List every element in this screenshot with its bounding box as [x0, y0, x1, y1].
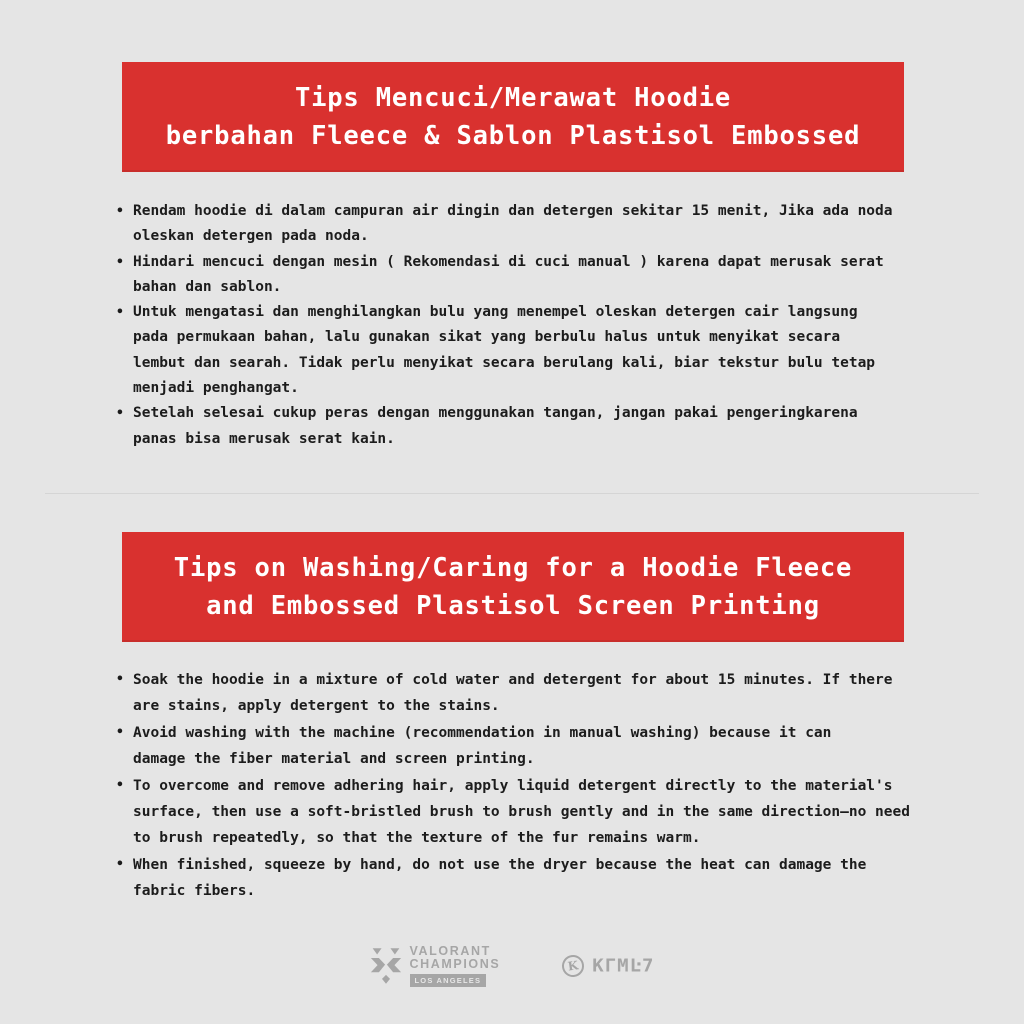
list-item-line: When finished, squeeze by hand, do not use the dryer because the heat can damage the — [133, 856, 867, 873]
section-divider — [45, 493, 979, 494]
bullet-icon: • — [116, 406, 124, 422]
list-item-line: oleskan detergen pada noda. — [133, 228, 369, 245]
list-item-line: to brush repeatedly, so that the texture of the fur remains warm. — [133, 830, 701, 847]
bullet-icon: • — [116, 672, 124, 687]
list-item-line: fabric fibers. — [133, 883, 256, 900]
section-title-line: and Embossed Plastisol Screen Printing — [206, 591, 820, 621]
list-item-line: Setelah selesai cukup peras dengan menggunakan tangan, jangan pakai pengeringkarena — [133, 405, 858, 422]
section-title-line: Tips Mencuci/Merawat Hoodie — [294, 83, 732, 113]
list-item — [116, 773, 926, 852]
valorant-champions-logo — [370, 945, 501, 987]
partner-brand-logo — [562, 955, 654, 977]
list-item-line: To overcome and remove adhering hair, apply liquid detergent directly to the material's — [133, 777, 893, 794]
list-item — [116, 250, 926, 301]
valorant-wordmark-line: CHAMPIONS — [409, 957, 501, 971]
list-item — [116, 401, 926, 452]
bullet-icon: • — [116, 724, 124, 740]
list-item — [116, 199, 926, 250]
list-item — [116, 720, 926, 773]
list-item-line: surface, then use a soft-bristled brush to brush gently and in the same direction—no need — [133, 804, 910, 821]
valorant-wordmark-line: VALORANT — [409, 944, 491, 958]
care-tips-list-indonesian — [116, 199, 926, 452]
section-title-banner-english — [122, 532, 904, 642]
list-item-line: Untuk mengatasi dan menghilangkan bulu yang menempel oleskan detergen cair langsung — [133, 304, 858, 321]
list-item-line: bahan dan sablon. — [133, 278, 282, 295]
list-item — [116, 300, 926, 401]
valorant-wordmark — [410, 945, 501, 987]
bullet-icon: • — [116, 856, 124, 872]
section-title-banner-indonesian — [122, 62, 904, 172]
list-item-line: damage the fiber material and screen printing. — [133, 751, 535, 768]
list-item — [116, 852, 926, 905]
footer-logos — [0, 936, 1024, 996]
list-item — [116, 667, 926, 720]
list-item-line: menjadi penghangat. — [133, 380, 299, 397]
section-title-line: berbahan Fleece & Sablon Plastisol Embossed — [165, 121, 861, 151]
bullet-icon: • — [116, 777, 124, 793]
bullet-icon: • — [116, 305, 124, 321]
bullet-icon: • — [116, 254, 124, 270]
brand-monogram-icon: K — [561, 954, 586, 979]
list-item-line: lembut dan searah. Tidak perlu menyikat secara berulang kali, biar tekstur bulu tetap — [133, 354, 876, 371]
los-angeles-badge: LOS ANGELES — [410, 974, 487, 987]
list-item-line: Hindari mencuci dengan mesin ( Rekomendasi di cuci manual ) karena dapat merusak serat — [133, 253, 884, 270]
list-item-line: are stains, apply detergent to the stains. — [133, 698, 500, 715]
list-item-line: Rendam hoodie di dalam campuran air dingin dan detergen sekitar 15 menit, Jika ada noda — [133, 203, 893, 219]
list-item-line: Soak the hoodie in a mixture of cold water and detergent for about 15 minutes. If there — [133, 672, 893, 688]
care-tips-list-english — [116, 667, 926, 905]
list-item-line: panas bisa merusak serat kain. — [133, 430, 395, 447]
valorant-emblem-icon — [370, 945, 402, 987]
brand-wordmark: KΓMĿ7 — [592, 955, 655, 977]
list-item-line: Avoid washing with the machine (recommendation in manual washing) because it can — [133, 724, 832, 741]
section-title-line: Tips on Washing/Caring for a Hoodie Fleece — [173, 553, 853, 583]
list-item-line: pada permukaan bahan, lalu gunakan sikat yang berbulu halus untuk menyikat secara — [133, 329, 841, 346]
bullet-icon: • — [116, 204, 124, 219]
